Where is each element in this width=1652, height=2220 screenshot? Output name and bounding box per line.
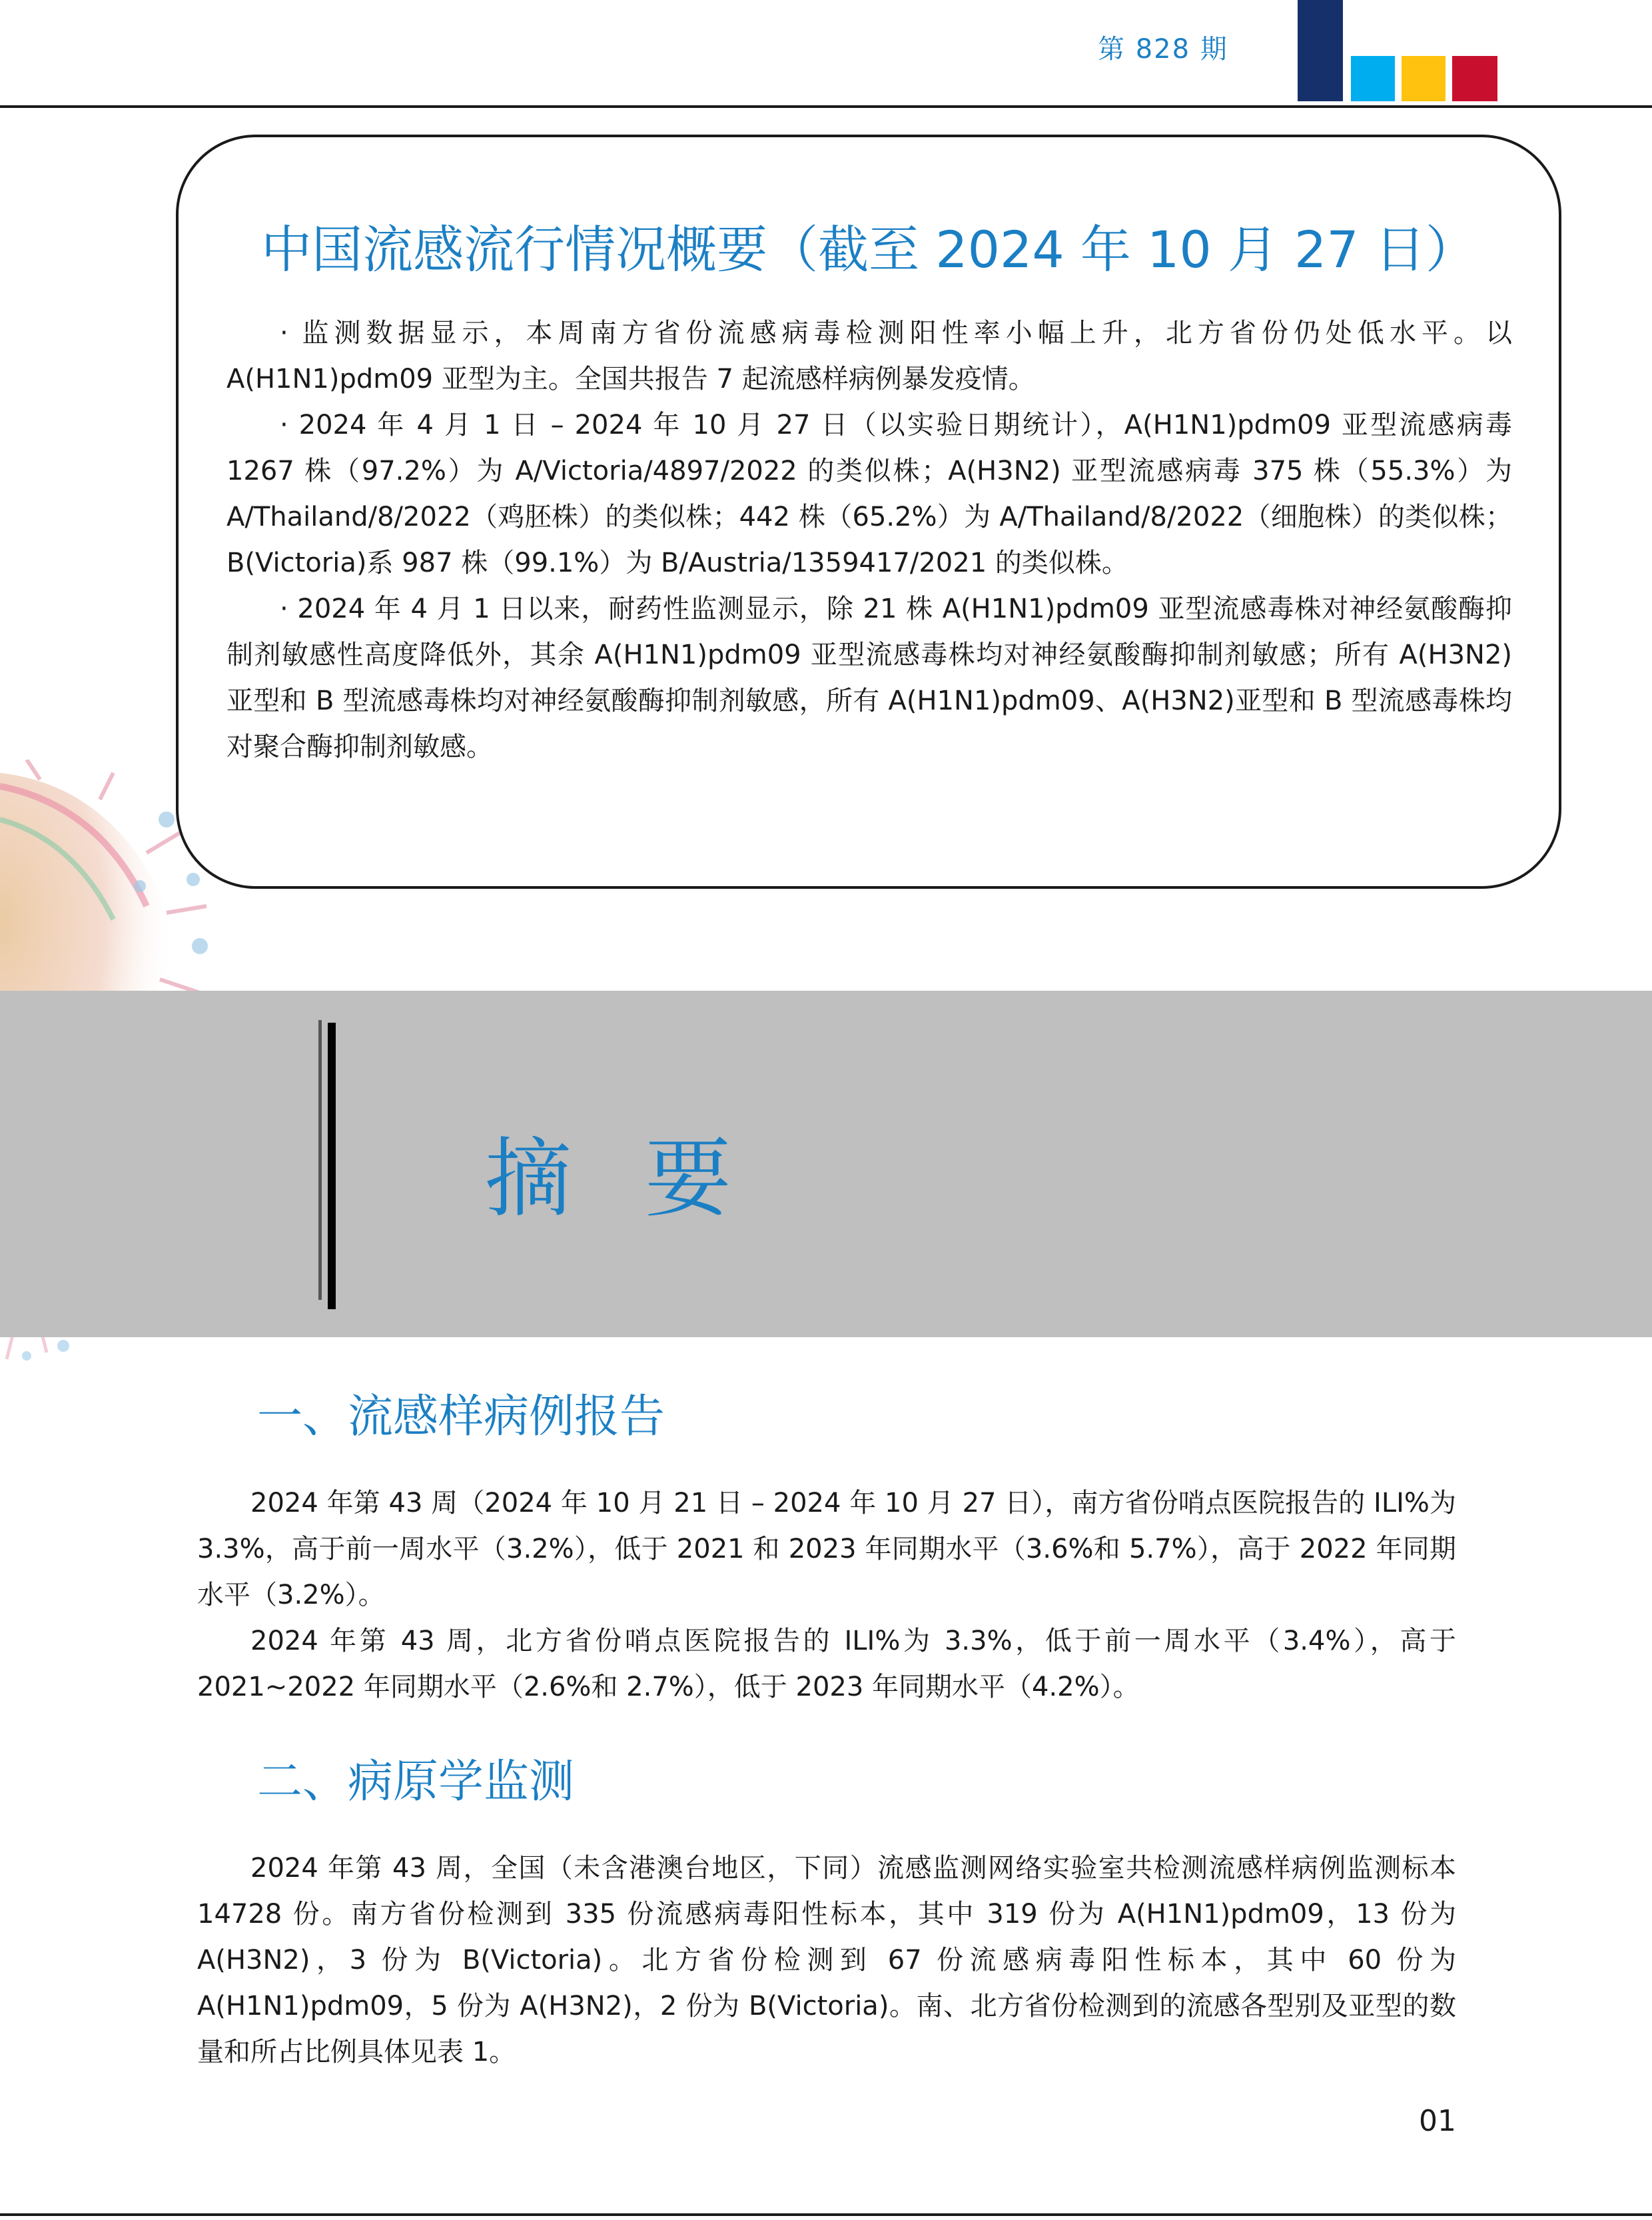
logo-bar-yellow (1402, 56, 1446, 101)
summary-title: 中国流感流行情况概要（截至 2024 年 10 月 27 日） (261, 220, 1476, 279)
summary-paragraph: · 监测数据显示，本周南方省份流感病毒检测阳性率小幅上升，北方省份仍处低水平。以 A(H1N1)pdm09 亚型为主。全国共报告 7 起流感样病例暴发疫情。 (226, 318, 1512, 394)
abstract-banner (0, 991, 1652, 1337)
summary-paragraph: · 2024 年 4 月 1 日 – 2024 年 10 月 27 日（以实验日期统计），A(H1N1)pdm09 亚型流感病毒 1267 株（97.2%）为 A/Victoria/4897/2022 的类似株；A(H3N2) 亚型流感病毒 375 株（55.3%）为 A/Thailand/8/2022（鸡胚株）的类似株；442 株（65.2%）为 A/Thailand/8/2022（细胞株）的类似株；B(Victoria)系 987 株（99.1%）为 B/Austria/1359417/2021 的类似株。 (226, 410, 1512, 578)
section-heading-ili: 一、流感样病例报告 (257, 1390, 665, 1443)
summary-box (176, 135, 1561, 889)
page-number: 01 (1419, 2104, 1456, 2138)
header-rule (0, 105, 1652, 108)
logo-bar-navy (1298, 0, 1343, 101)
banner-divider-thin (318, 1020, 322, 1300)
footer-rule (0, 2213, 1652, 2216)
banner-divider-thick (328, 1023, 336, 1309)
section-paragraph: 2024 年第 43 周，全国（未含港澳台地区，下同）流感监测网络实验室共检测流感样病例监测标本 14728 份。南方省份检测到 335 份流感病毒阳性标本，其中 319 份为 A(H1N1)pdm09，13 份为 A(H3N2)，3 份为 B(Victoria)。北方省份检测到 67 份流感病毒阳性标本，其中 60 份为 A(H1N1)pdm09，5 份为 A(H3N2)，2 份为 B(Victoria)。南、北方省份检测到的流感各型别及亚型的数量和所占比例具体见表 1。 (197, 1853, 1456, 2067)
issue-number: 第 828 期 (1098, 34, 1228, 65)
section-paragraph: 2024 年第 43 周（2024 年 10 月 21 日 – 2024 年 10 月 27 日），南方省份哨点医院报告的 ILI%为 3.3%，高于前一周水平（3.2%），低于 2021 和 2023 年同期水平（3.6%和 5.7%），高于 2022 年同期水平（3.2%）。 (197, 1488, 1456, 1610)
summary-body (226, 310, 1512, 770)
abstract-title: 摘要 (485, 1128, 805, 1229)
section-paragraph: 2024 年第 43 周，北方省份哨点医院报告的 ILI%为 3.3%，低于前一周水平（3.4%），高于 2021~2022 年同期水平（2.6%和 2.7%），低于 2023 年同期水平（4.2%）。 (197, 1626, 1456, 1702)
section-body-ili (197, 1480, 1456, 1710)
section-heading-pathogen: 二、病原学监测 (257, 1756, 575, 1808)
section-body-pathogen (197, 1846, 1456, 2075)
logo-bar-red (1452, 56, 1497, 101)
summary-paragraph: · 2024 年 4 月 1 日以来，耐药性监测显示，除 21 株 A(H1N1)pdm09 亚型流感毒株对神经氨酸酶抑制剂敏感性高度降低外，其余 A(H1N1)pdm09 亚型流感毒株均对神经氨酸酶抑制剂敏感；所有 A(H3N2) 亚型和 B 型流感毒株均对神经氨酸酶抑制剂敏感，所有 A(H1N1)pdm09、A(H3N2)亚型和 B 型流感毒株均对聚合酶抑制剂敏感。 (226, 594, 1512, 762)
logo-bar-cyan (1351, 56, 1395, 101)
